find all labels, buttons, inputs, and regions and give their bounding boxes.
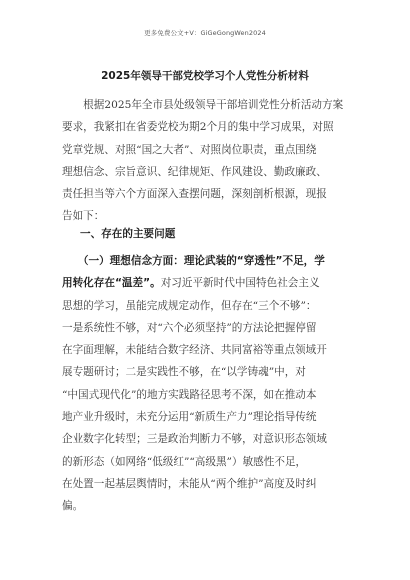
item1-heading-tail: 用转化存在“温差”。 [62, 277, 161, 290]
item1-line: 一是系统性不够，对“六个必须坚持”的方法论把握停留 [62, 321, 317, 334]
item1-line: 的新形态（如网络“低级红”“高级黑”）敏感性不足， [62, 455, 307, 468]
item1-heading-line: （一）理想信念方面：理论武装的“穿透性”不足，学 [62, 255, 325, 267]
item1-line: 在字面理解，未能结合数字经济、共同富裕等重点领域开 [62, 344, 327, 357]
header-watermark: 更多免费公文+V：GiGeGongWen2024 [144, 29, 266, 37]
section-heading: 一、存在的主要问题 [80, 228, 176, 240]
intro-line: 告如下： [62, 210, 105, 223]
item1-line: 在处置一起基层舆情时，未能从“两个维护”高度及时纠 [62, 477, 317, 490]
item1-line: 地产业升级时，未充分运用“新质生产力”理论指导传统 [62, 411, 317, 424]
item1-line: 偏。 [62, 500, 84, 513]
document-title: 2025年领导干部党校学习个人党性分析材料 [101, 70, 309, 82]
intro-line: 责任担当等六个方面深入查摆问题，深刻剖析根源，现报 [62, 188, 327, 201]
intro-line: 党章党规、对照“国之大者”、对照岗位职责，重点围绕 [62, 143, 317, 156]
intro-line: 理想信念、宗旨意识、纪律规矩、作风建设、勤政廉政、 [62, 165, 327, 178]
intro-line: 根据2025年全市县处级领导干部培训党性分析活动方案 [62, 99, 344, 111]
item1-paragraph [62, 250, 362, 518]
item1-line: 思想的学习，虽能完成规定动作，但存在“三个不够”： [62, 299, 317, 312]
item1-line [62, 272, 362, 294]
item1-line: “中国式现代化”的地方实践路径思考不深，如在推动本 [62, 388, 317, 401]
intro-paragraph [62, 94, 362, 228]
item1-line: 企业数字化转型；三是政治判断力不够，对意识形态领域 [62, 433, 327, 446]
intro-line: 要求，我紧扣在省委党校为期2个月的集中学习成果，对照 [62, 121, 334, 134]
item1-line-text: 对习近平新时代中国特色社会主义 [160, 277, 320, 290]
item1-line: 展专题研讨；二是实践性不够，在“以学铸魂”中，对 [62, 366, 306, 379]
